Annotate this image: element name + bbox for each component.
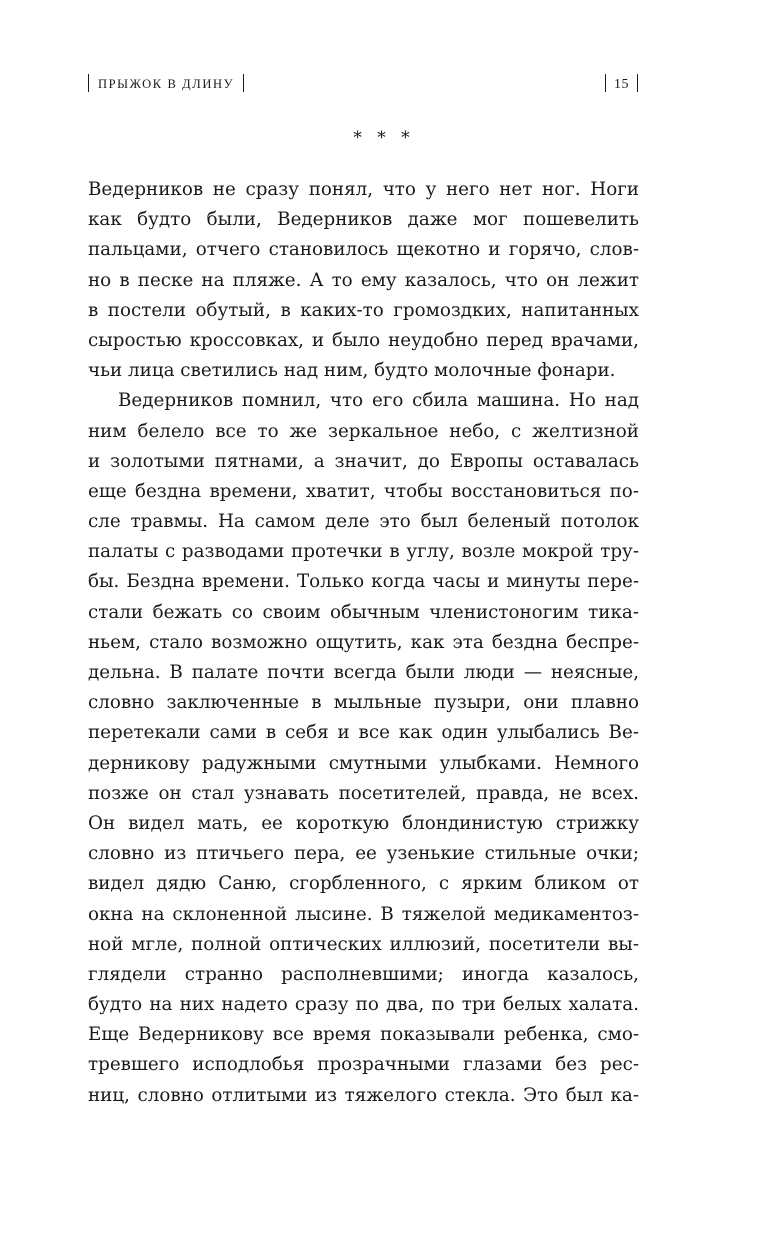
divider-bar [88,74,89,92]
page-number-text: 15 [614,77,629,92]
text-line: ньем, стало возможно ощутить, как эта бездна беспре- [88,631,639,653]
text-line: бы. Бездна времени. Только когда часы и минуты пере- [88,571,639,593]
divider-bar [605,74,606,92]
text-line: но в песке на пляже. А то ему казалось, что он лежит [88,269,639,291]
running-title-text: ПРЫЖОК В ДЛИНУ [98,77,235,91]
text-line: еще бездна времени, хватит, чтобы восстановиться по- [88,480,639,502]
text-line: видел дядю Саню, сгорбленного, с ярким бликом от [88,873,639,895]
text-line: сле травмы. На самом деле это был беленый потолок [88,511,639,533]
text-line: словно из птичьего пера, ее узенькие стильные очки; [88,843,639,865]
text-line: глядели странно располневшими; иногда казалось, [88,963,639,985]
text-line: стали бежать со своим обычным членистоногим тика- [88,601,639,623]
text-line: дельна. В палате почти всегда были люди — неясные, [88,662,639,683]
text-line: пальцами, отчего становилось щекотно и горячо, слов- [88,239,639,261]
text-line: Он видел мать, ее короткую блондинистую стрижку [88,812,639,834]
text-line: дерникову радужными смутными улыбками. Немного [88,752,639,774]
text-line: сыростью кроссовках, и было неудобно перед врачами, [88,329,639,351]
text-line: Ведерников помнил, что его сбила машина. Но над [118,390,639,412]
text-line: словно заключенные в мыльные пузыри, они плавно [88,692,639,714]
text-line: окна на склоненной лысине. В тяжелой медикаментоз- [88,903,639,925]
page-number [605,74,638,93]
text-line: Ведерников не сразу понял, что у него нет ног. Ноги [88,179,639,200]
text-line: чьи лица светились над ним, будто молочные фонари. [88,360,616,382]
text-line: ним белело все то же зеркальное небо, с желтизной [88,420,639,442]
divider-bar [637,74,638,92]
text-line: ной мгле, полной оптических иллюзий, посетители вы- [88,933,639,955]
section-separator: * * * [353,128,415,148]
text-line: Еще Ведерникову все время показывали ребенка, смо- [88,1024,639,1046]
text-line: и золотыми пятнами, а значит, до Европы оставалась [88,450,639,472]
running-head [88,72,638,98]
text-line: палаты с разводами протечки в углу, возле мокрой тру- [88,541,639,563]
text-line: как будто были, Ведерников даже мог пошевелить [88,209,639,231]
text-line: в постели обутый, в каких-то громоздких, напитанных [88,299,639,321]
text-line: тревшего исподлобья прозрачными глазами без рес- [88,1054,639,1076]
text-line: перетекали сами в себя и все как один улыбались Ве- [88,722,639,744]
text-line: будто на них надето сразу по два, по три белых халата. [88,994,639,1016]
text-line: позже он стал узнавать посетителей, правда, не всех. [88,782,639,804]
divider-bar [243,74,244,92]
running-title [88,74,244,92]
body-text [88,175,639,1111]
text-line: ниц, словно отлитыми из тяжелого стекла. Это был ка- [88,1084,639,1106]
